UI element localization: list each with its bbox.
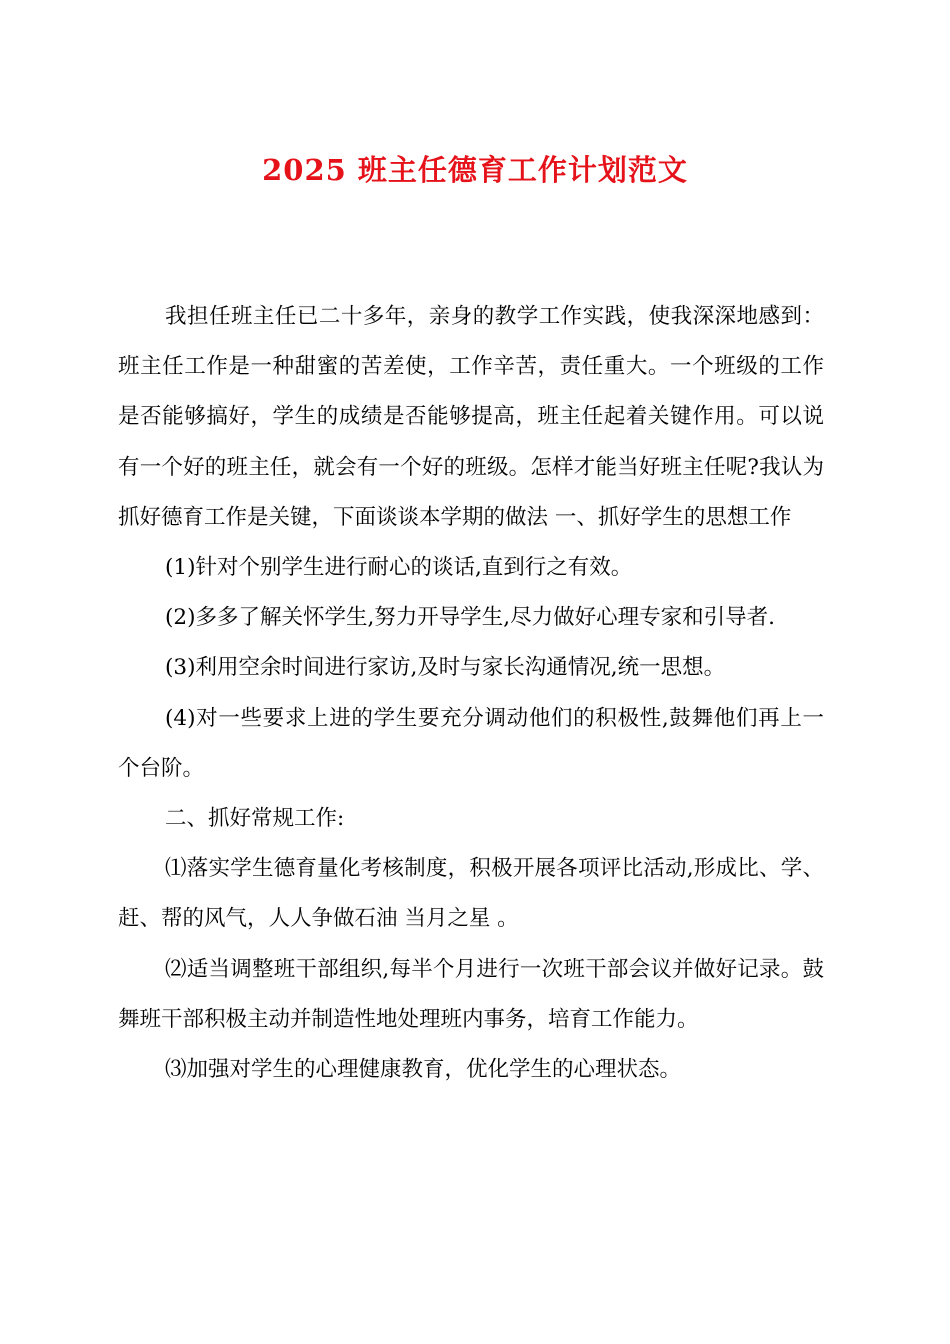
paragraph-intro: 我担任班主任已二十多年，亲身的教学工作实践，使我深深地感到：班主任工作是一种甜蜜的苦差使，工作辛苦，责任重大。一个班级的工作是否能够搞好，学生的成绩是否能够提高，班主任起着关键作用。可以说有一个好的班主任，就会有一个好的班级。怎样才能当好班主任呢?我认为抓好德育工作是关键，下面谈谈本学期的做法 一、抓好学生的思想工作 bbox=[118, 304, 824, 530]
document-title: 2025 班主任德育工作计划范文 bbox=[262, 153, 688, 187]
paragraph-item-1: (1)针对个别学生进行耐心的谈话,直到行之有效。 bbox=[165, 555, 633, 581]
paragraph-item-2: (2)多多了解关怀学生,努力开导学生,尽力做好心理专家和引导者. bbox=[165, 605, 775, 631]
document-body bbox=[118, 292, 824, 1095]
paragraph-item-4: (4)对一些要求上进的学生要充分调动他们的积极性,鼓舞他们再上一个台阶。 bbox=[118, 705, 824, 781]
paragraph-item-3: (3)利用空余时间进行家访,及时与家长沟通情况,统一思想。 bbox=[165, 655, 726, 681]
paragraph-routine-2: ⑵适当调整班干部组织,每半个月进行一次班干部会议并做好记录。鼓舞班干部积极主动并制造性地处理班内事务，培育工作能力。 bbox=[118, 956, 824, 1032]
section-heading-routine: 二、抓好常规工作: bbox=[165, 806, 345, 832]
paragraph-routine-3: ⑶加强对学生的心理健康教育，优化学生的心理状态。 bbox=[165, 1057, 682, 1083]
paragraph-routine-1: ⑴落实学生德育量化考核制度，积极开展各项评比活动,形成比、学、赶、帮的风气，人人争做石油 当月之星 。 bbox=[118, 856, 824, 932]
